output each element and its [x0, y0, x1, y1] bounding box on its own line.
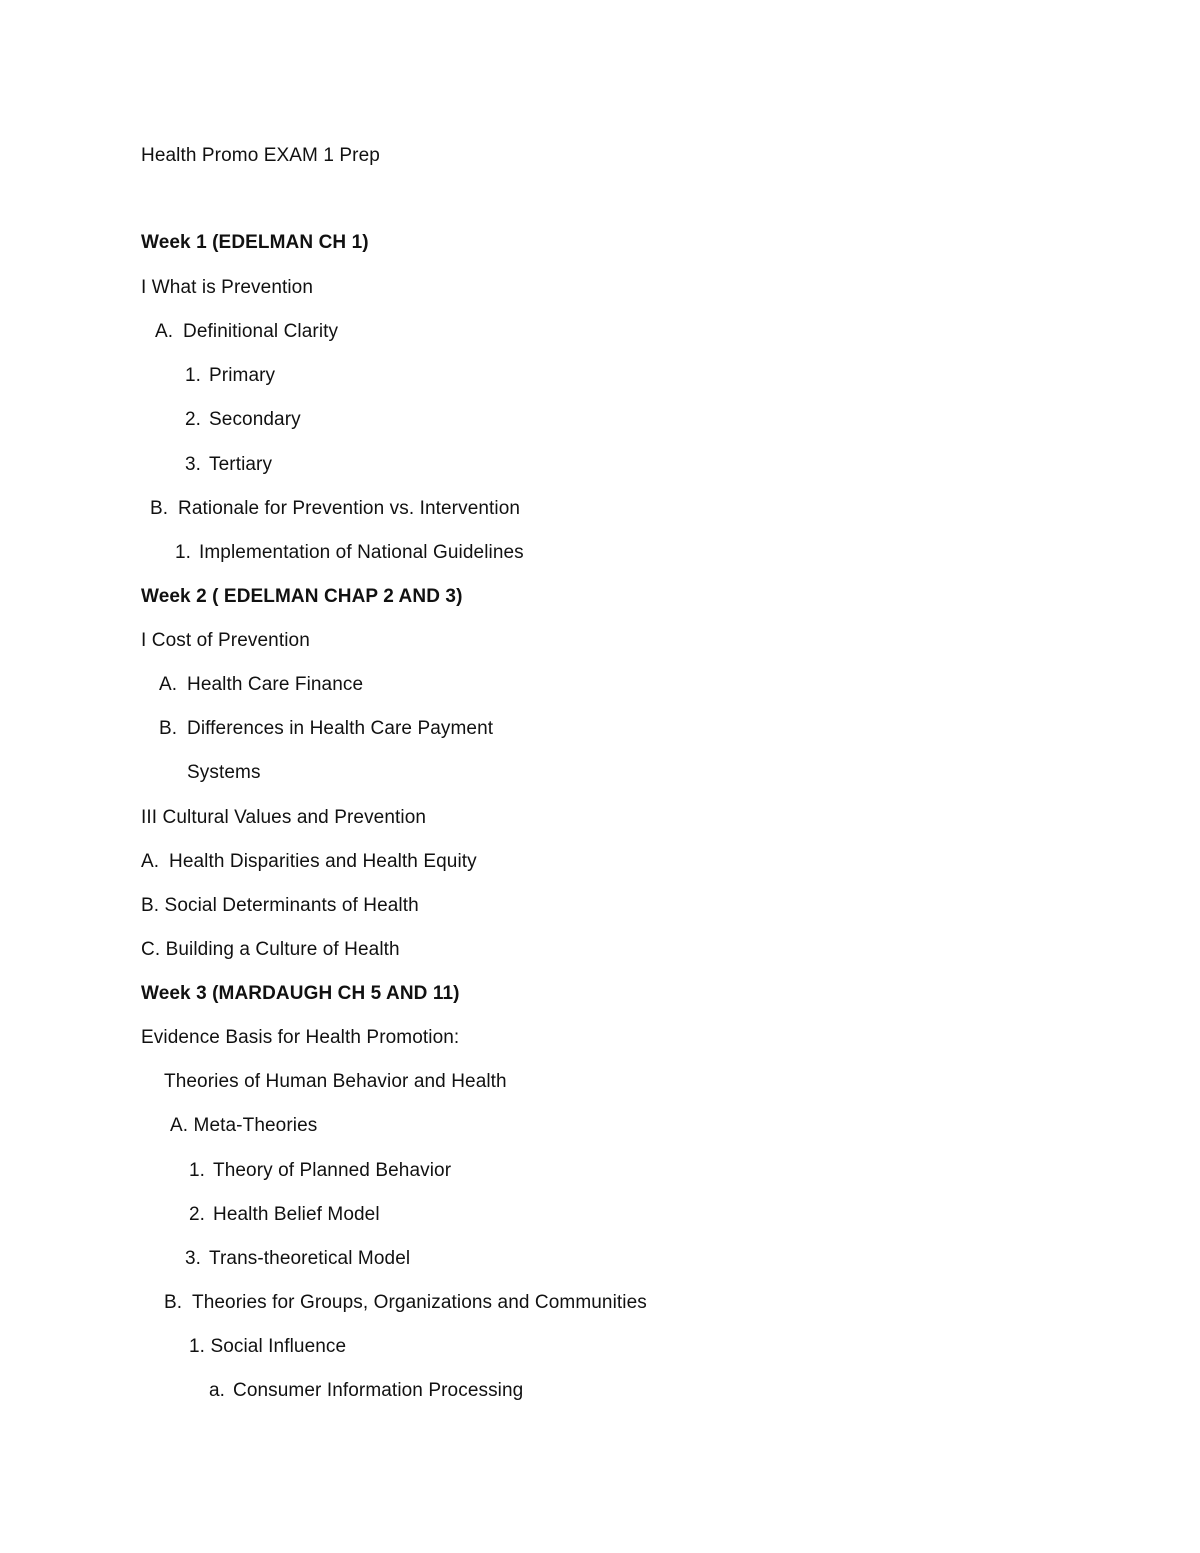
week1-heading: Week 1 (EDELMAN CH 1)	[141, 232, 369, 253]
week3-a-subitem-1-marker: 1.	[189, 1160, 206, 1181]
week3-item-a-marker: A.	[170, 1115, 189, 1136]
week3-a-subitem-1-text: Theory of Planned Behavior	[213, 1160, 452, 1181]
week2-item-b-continuation: Systems	[187, 762, 261, 783]
week3-a-subitem-2-marker: 2.	[189, 1204, 206, 1225]
week3-item-b-marker: B.	[164, 1292, 183, 1313]
week2-item-b-marker: B.	[159, 718, 178, 739]
week2-heading: Week 2 ( EDELMAN CHAP 2 AND 3)	[141, 586, 463, 607]
week3-a-subitem-3	[185, 1247, 410, 1271]
week2-iii-item-a-text: Health Disparities and Health Equity	[169, 851, 477, 872]
week1-item-a-text: Definitional Clarity	[183, 321, 339, 342]
week1-subitem-2-text: Secondary	[209, 409, 301, 430]
week1-b-subitem-1	[175, 541, 524, 565]
week3-a-subitem-3-text: Trans-theoretical Model	[209, 1248, 411, 1269]
week2-item-a-marker: A.	[159, 674, 178, 695]
week1-b-subitem-1-text: Implementation of National Guidelines	[199, 542, 524, 563]
week3-a-subitem-2-text: Health Belief Model	[213, 1204, 380, 1225]
week2-iii-item-b-text: Social Determinants of Health	[164, 895, 419, 916]
week1-subitem-3-marker: 3.	[185, 454, 202, 475]
week3-b1-subitem-a-text: Consumer Information Processing	[233, 1380, 524, 1401]
week1-item-a-marker: A.	[155, 321, 174, 342]
week3-item-b-text: Theories for Groups, Organizations and Communities	[192, 1292, 647, 1313]
week3-item-b	[164, 1291, 647, 1315]
week2-iii-item-c	[141, 938, 400, 962]
week1-section-i: I What is Prevention	[141, 277, 314, 298]
week3-b1-subitem-a-marker: a.	[209, 1380, 226, 1401]
week1-item-b-marker: B.	[150, 498, 169, 519]
week3-subtitle: Theories of Human Behavior and Health	[164, 1071, 507, 1092]
week3-a-subitem-1	[189, 1159, 451, 1183]
week1-subitem-3	[185, 453, 272, 477]
week2-item-a	[159, 673, 363, 697]
week3-item-a-text: Meta-Theories	[193, 1115, 318, 1136]
week1-subitem-3-text: Tertiary	[209, 454, 273, 475]
week2-item-b-text: Differences in Health Care Payment	[187, 718, 494, 739]
week1-item-b	[150, 497, 520, 521]
week2-section-iii: III Cultural Values and Prevention	[141, 807, 427, 828]
week2-section-i: I Cost of Prevention	[141, 630, 310, 651]
week3-b1-subitem-a	[209, 1379, 523, 1403]
week3-heading: Week 3 (MARDAUGH CH 5 AND 11)	[141, 983, 460, 1004]
week3-b-subitem-1-text: Social Influence	[210, 1336, 347, 1357]
week2-iii-item-b-marker: B.	[141, 895, 160, 916]
week2-iii-item-c-marker: C.	[141, 939, 161, 960]
week3-a-subitem-2	[189, 1203, 380, 1227]
week3-a-subitem-3-marker: 3.	[185, 1248, 202, 1269]
week3-b-subitem-1-marker: 1.	[189, 1336, 206, 1357]
week3-item-a	[170, 1114, 317, 1138]
week2-iii-item-a	[141, 850, 477, 874]
week1-subitem-2-marker: 2.	[185, 409, 202, 430]
week2-iii-item-c-text: Building a Culture of Health	[165, 939, 400, 960]
week1-subitem-2	[185, 408, 301, 432]
week3-b-subitem-1	[189, 1335, 346, 1359]
week1-subitem-1	[185, 364, 275, 388]
week1-b-subitem-1-marker: 1.	[175, 542, 192, 563]
week2-item-b	[159, 717, 493, 741]
week1-item-b-text: Rationale for Prevention vs. Intervention	[178, 498, 521, 519]
week2-iii-item-a-marker: A.	[141, 851, 160, 872]
week1-subitem-1-marker: 1.	[185, 365, 202, 386]
week2-item-a-text: Health Care Finance	[187, 674, 364, 695]
week3-intro: Evidence Basis for Health Promotion:	[141, 1027, 460, 1048]
document-title: Health Promo EXAM 1 Prep	[141, 145, 380, 166]
week1-subitem-1-text: Primary	[209, 365, 276, 386]
week1-item-a	[155, 320, 338, 344]
week2-iii-item-b	[141, 894, 419, 918]
